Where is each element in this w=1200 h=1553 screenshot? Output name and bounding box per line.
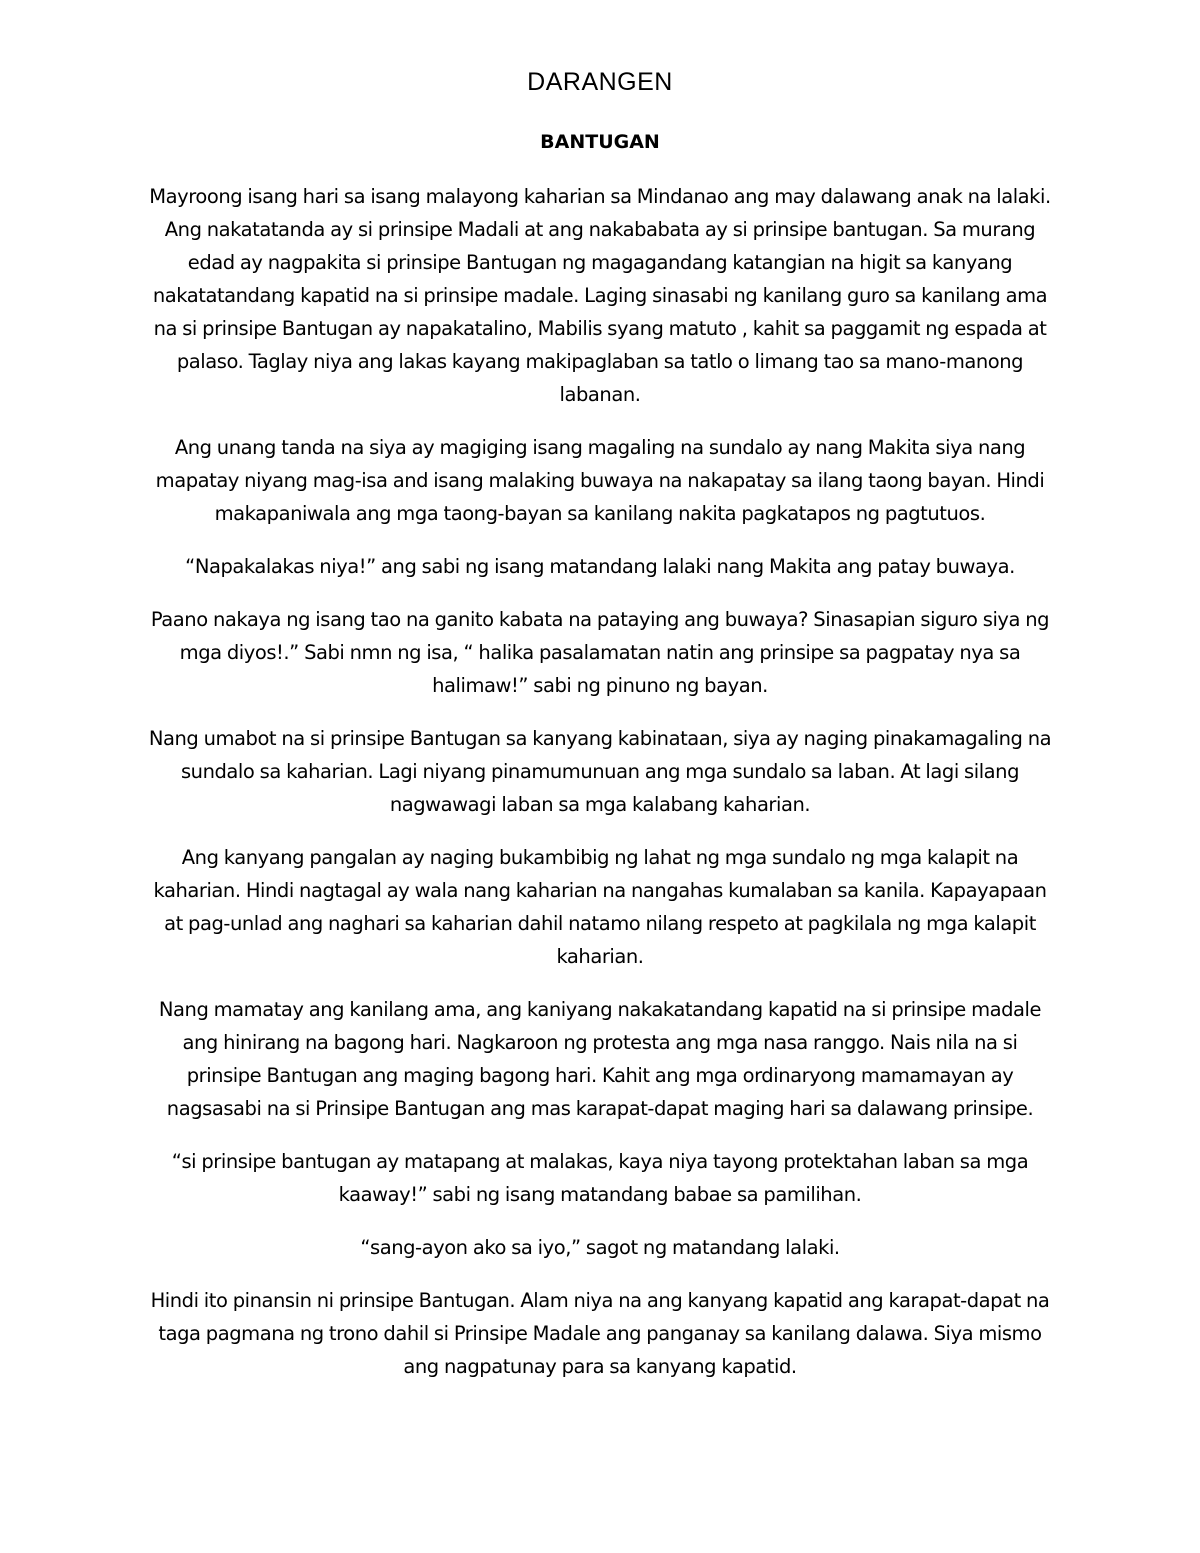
paragraph: Ang kanyang pangalan ay naging bukambibig ng lahat ng mga sundalo ng mga kalapit na kaharian. Hindi nagtagal ay wala nang kaharian na nangahas kumalaban sa kanila. Kapayapaan at pag-unlad ang naghari sa kaharian dahil natamo nilang respeto at pagkilala ng mga kalapit kaharian. <box>153 846 1047 968</box>
paragraph: Nang mamatay ang kanilang ama, ang kaniyang nakakatandang kapatid na si prinsipe madale ang hinirang na bagong hari. Nagkaroon ng protesta ang mga nasa ranggo. Nais nila na si prinsipe Bantugan ang maging bagong hari. Kahit ang mga ordinaryong mamamayan ay nagsasabi na si Prinsipe Bantugan ang mas karapat-dapat maging hari sa dalawang prinsipe. <box>158 998 1042 1120</box>
paragraph: “sang-ayon ako sa iyo,” sagot ng matandang lalaki. <box>360 1236 840 1259</box>
document-body <box>145 180 1055 1403</box>
paragraph: Hindi ito pinansin ni prinsipe Bantugan. Alam niya na ang kanyang kapatid ang karapat-dapat na taga pagmana ng trono dahil si Prinsipe Madale ang panganay sa kanilang dalawa. Siya mismo ang nagpatunay para sa kanyang kapatid. <box>150 1289 1050 1378</box>
document-title: DARANGEN <box>527 68 673 96</box>
paragraph: Paano nakaya ng isang tao na ganito kabata na pataying ang buwaya? Sinasapian siguro siya ng mga diyos!.” Sabi nmn ng isa, “ halika pasalamatan natin ang prinsipe sa pagpatay nya sa halimaw!” sabi ng pinuno ng bayan. <box>150 608 1050 697</box>
document-subtitle: BANTUGAN <box>540 131 660 153</box>
paragraph: “si prinsipe bantugan ay matapang at malakas, kaya niya tayong protektahan laban sa mga kaaway!” sabi ng isang matandang babae sa pamilihan. <box>171 1150 1029 1206</box>
paragraph: Nang umabot na si prinsipe Bantugan sa kanyang kabinataan, siya ay naging pinakamagaling na sundalo sa kaharian. Lagi niyang pinamumunuan ang mga sundalo sa laban. At lagi silang nagwawagi laban sa mga kalabang kaharian. <box>148 727 1052 816</box>
paragraph: Ang unang tanda na siya ay magiging isang magaling na sundalo ay nang Makita siya nang mapatay niyang mag-isa and isang malaking buwaya na nakapatay sa ilang taong bayan. Hindi makapaniwala ang mga taong-bayan sa kanilang nakita pagkatapos ng pagtutuos. <box>155 436 1045 525</box>
paragraph: Mayroong isang hari sa isang malayong kaharian sa Mindanao ang may dalawang anak na lalaki. Ang nakatatanda ay si prinsipe Madali at ang nakababata ay si prinsipe bantugan. Sa murang edad ay nagpakita si prinsipe Bantugan ng magagandang katangian na higit sa kanyang nakatatandang kapatid na si prinsipe madale. Laging sinasabi ng kanilang guro sa kanilang ama na si prinsipe Bantugan ay napakatalino, Mabilis syang matuto , kahit sa paggamit ng espada at palaso. Taglay niya ang lakas kayang makipaglaban sa tatlo o limang tao sa mano-manong labanan. <box>149 185 1051 406</box>
paragraph: “Napakalakas niya!” ang sabi ng isang matandang lalaki nang Makita ang patay buwaya. <box>185 555 1015 578</box>
